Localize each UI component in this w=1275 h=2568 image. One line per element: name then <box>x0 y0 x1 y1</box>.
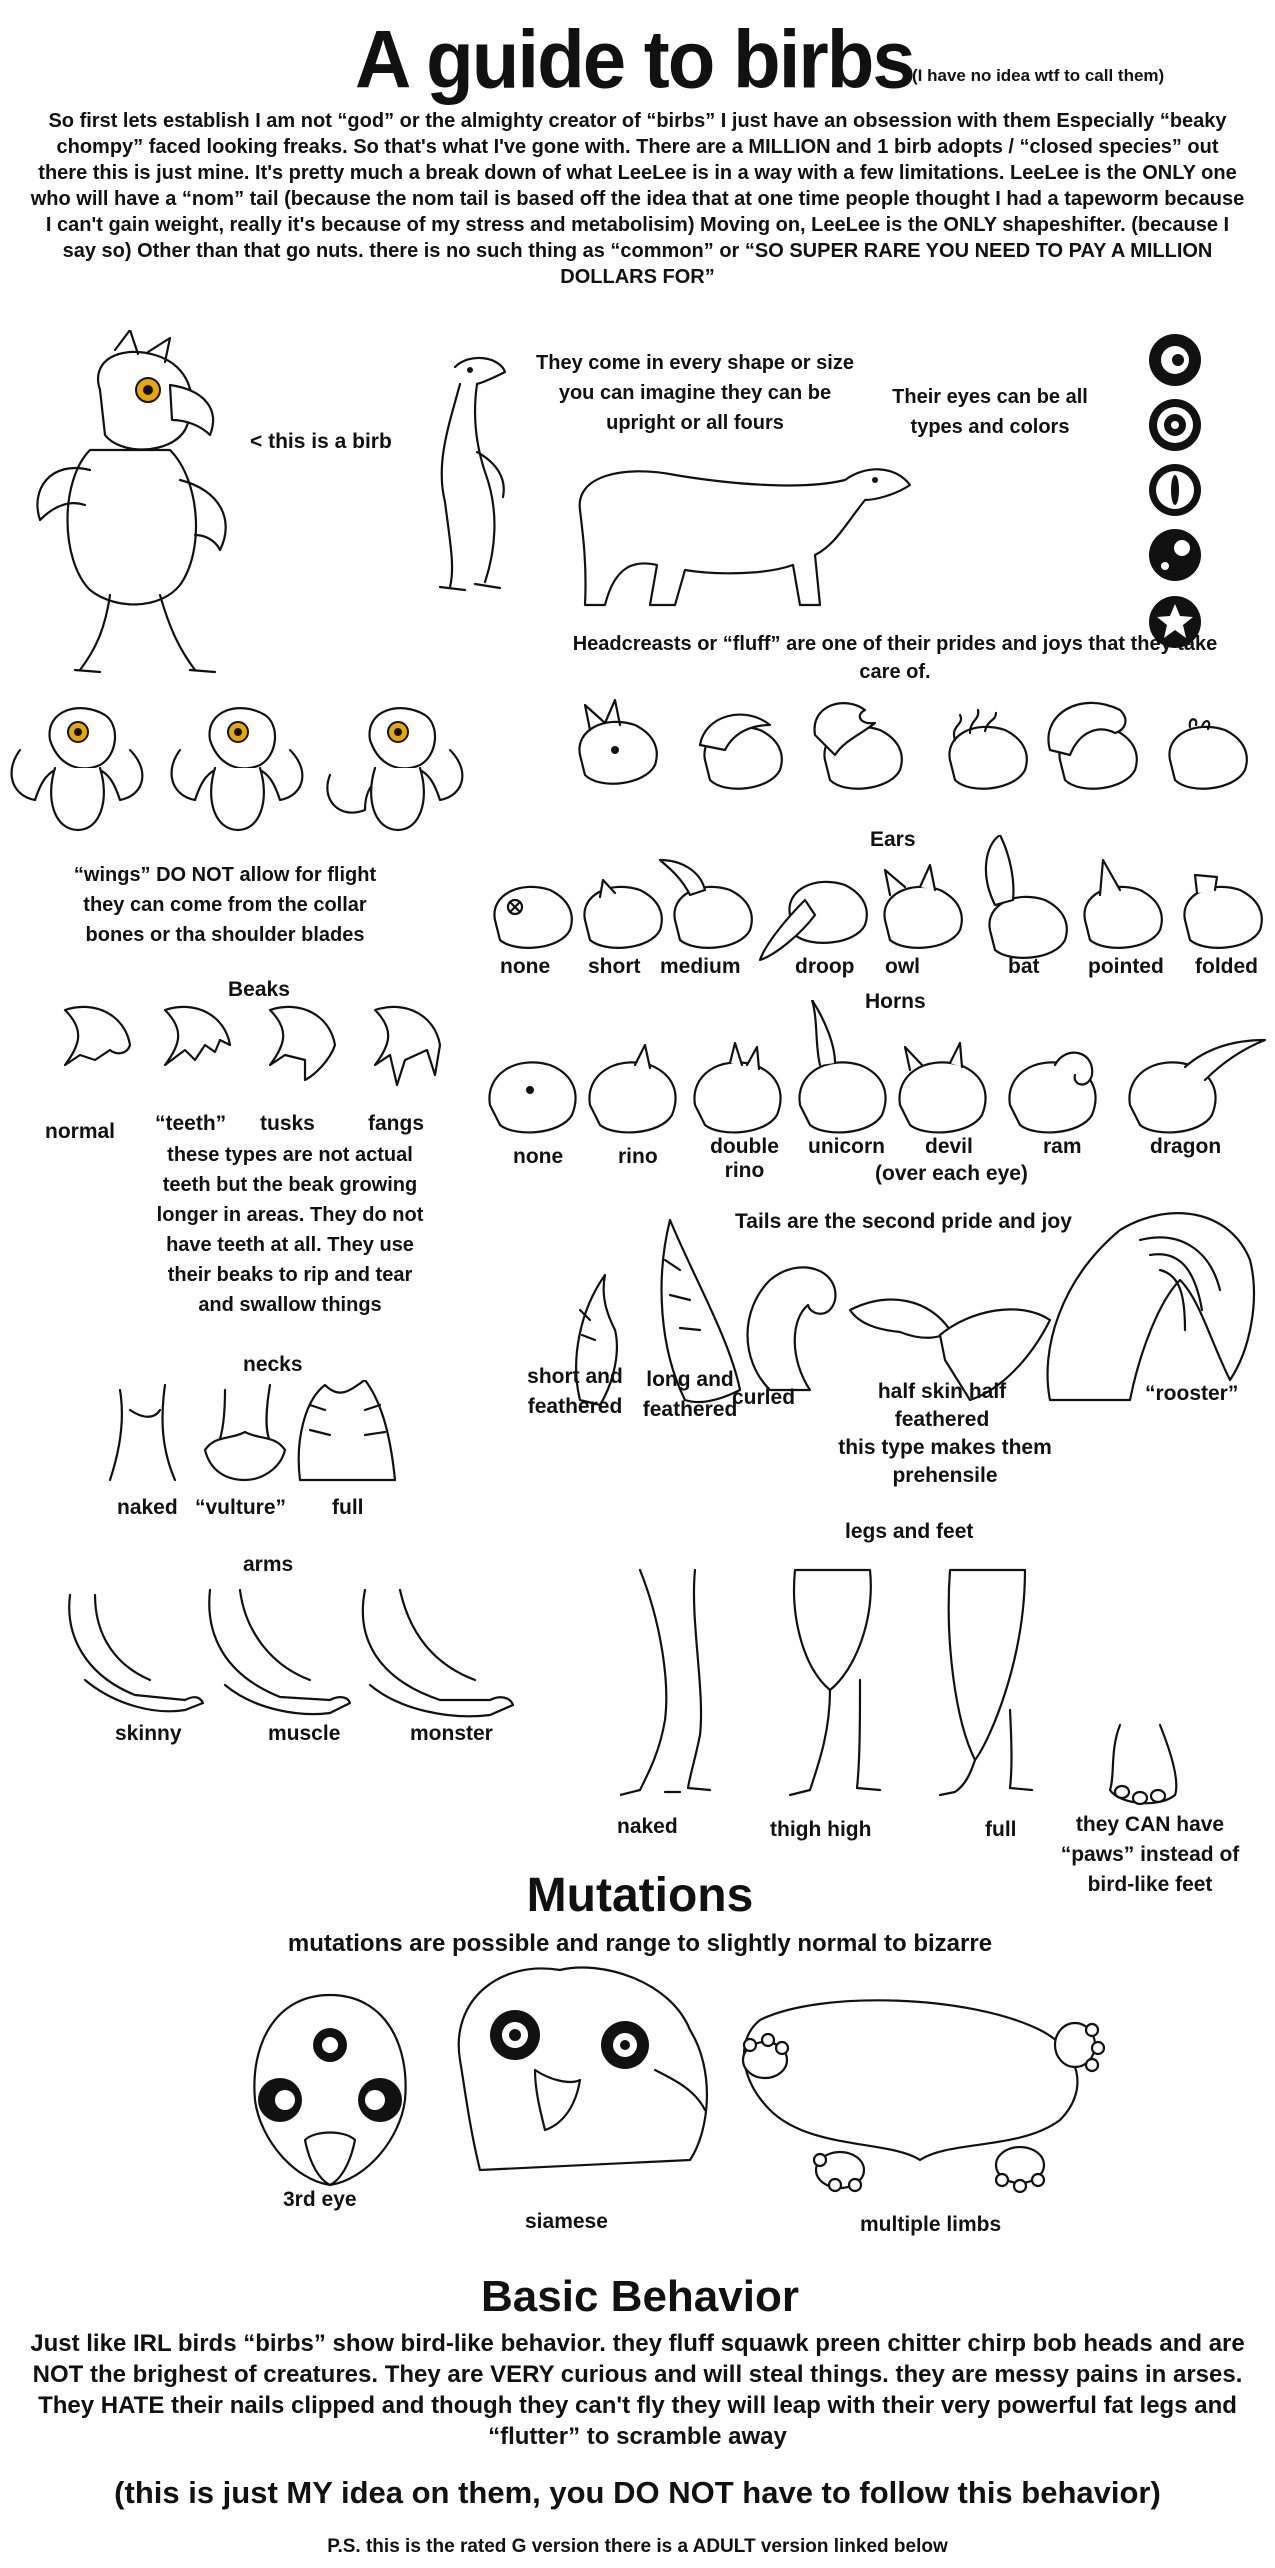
neck-icon <box>110 1385 175 1480</box>
paw-icon <box>1100 1720 1190 1810</box>
arms-row <box>55 1585 535 1725</box>
ear-label-owl: owl <box>885 955 920 978</box>
ears-row <box>485 835 1275 965</box>
beak-icon <box>65 1007 130 1065</box>
beak-label-teeth: “teeth” <box>155 1112 227 1135</box>
ear-label-short: short <box>588 955 641 978</box>
horn-label-double-rino: double rino <box>710 1135 779 1183</box>
headcrest-icon <box>949 710 1026 789</box>
leg-icon <box>940 1570 1032 1795</box>
horn-label-rino: rino <box>618 1145 658 1168</box>
leg-icon <box>790 1570 880 1795</box>
mutations-heading: Mutations <box>526 1869 754 1922</box>
horn-icon <box>589 1045 675 1132</box>
horn-label-unicorn: unicorn <box>808 1135 885 1158</box>
tail-prehensile-note: this type makes them prehensile <box>838 1436 1052 1487</box>
wing-birbs-icon <box>0 680 480 840</box>
mutation-label-siamese: siamese <box>525 2210 608 2233</box>
neck-label-full: full <box>332 1496 364 1519</box>
ear-icon <box>1184 875 1261 948</box>
horn-icon <box>799 1000 885 1132</box>
ear-icon <box>660 860 752 948</box>
quadruped-birb-icon <box>565 455 915 615</box>
behavior-text: Just like IRL birds “birbs” show bird-like behavior. they fluff squawk preen chitter chirp bob heads and are NOT the brighest of creatures. They are VERY curious and will steal things. they are messy pains in arses. They HATE their nails clipped and though they can't fly they will leap with their very powerful fat legs and “flutter” to scramble away <box>30 2330 1245 2450</box>
footer-note: P.S. this is the rated G version there is a ADULT version linked below <box>327 2536 948 2557</box>
tails-heading: Tails are the second pride and joy <box>735 1210 1072 1233</box>
mutation-limbs-icon <box>720 1990 1120 2200</box>
arms-heading: arms <box>243 1553 294 1576</box>
tail-label-half: half skin half feathered <box>877 1380 1007 1431</box>
headcrest-icon <box>1169 719 1246 788</box>
ear-icon <box>986 835 1067 958</box>
birb-figure-icon <box>20 330 250 680</box>
leg-label-full: full <box>985 1818 1017 1841</box>
headcrest-icon <box>1048 703 1136 789</box>
neck-icon <box>299 1380 395 1480</box>
mutation-label-3rd-eye: 3rd eye <box>283 2188 357 2211</box>
headcrest-text: Headcreasts or “fluff” are one of their prides and joys that they take care of. <box>572 633 1218 683</box>
beaks-heading: Beaks <box>228 978 290 1001</box>
horns-heading: Horns <box>865 990 926 1013</box>
ear-icon <box>494 887 571 948</box>
headcrest-icon <box>815 703 902 789</box>
tail-label-short: short and feathered <box>527 1365 623 1418</box>
arm-label-skinny: skinny <box>115 1722 182 1745</box>
beak-icon <box>375 1007 440 1085</box>
neck-label-naked: naked <box>117 1496 178 1519</box>
arm-icon <box>69 1595 203 1711</box>
mutation-siamese-icon <box>440 1960 740 2190</box>
ear-icon <box>584 880 661 948</box>
horn-label-devil: devil <box>925 1135 973 1158</box>
arm-label-muscle: muscle <box>268 1722 341 1745</box>
slender-birb-icon <box>415 352 530 597</box>
wings-text: “wings” DO NOT allow for flight they can come from the collar bones or tha shoulder blades <box>73 864 377 946</box>
tail-icon <box>1048 1213 1254 1400</box>
tail-label-rooster: “rooster” <box>1145 1382 1239 1405</box>
mutation-label-multiple-limbs: multiple limbs <box>860 2213 1002 2236</box>
ear-label-droop: droop <box>795 955 855 978</box>
behavior-disclaimer: (this is just MY idea on them, you DO NOT have to follow this behavior) <box>114 2475 1161 2510</box>
headcrest-icon <box>700 715 782 789</box>
neck-icon <box>205 1385 285 1480</box>
tail-icon <box>748 1267 836 1390</box>
shapes-text: They come in every shape or size you can imagine they can be upright or all fours <box>536 352 854 434</box>
horn-icon <box>1129 1040 1265 1132</box>
beak-label-normal: normal <box>45 1120 116 1143</box>
arm-label-monster: monster <box>410 1722 493 1745</box>
horn-label-none: none <box>513 1145 564 1168</box>
ear-icon <box>760 882 867 960</box>
leg-icon <box>620 1570 710 1795</box>
intro-text: So first lets establish I am not “god” or the almighty creator of “birbs” I just have an obsession with them Especially “beaky chompy” faced looking freaks. So that's what I've gone with. There are a MILLION and 1 birb adopts / “closed species” out there this is just mine. It's pretty much a break down of what LeeLee is in a way with a few limitations. LeeLee is the ONLY one who will have a “nom” tail (because the nom tail is based off the idea that at one time people thought I had a tapeworm because I can't gain weight, really it's because of my stress and metabolisim) Moving on, LeeLee is the ONLY shapeshifter. (because I say so) Other than that go nuts. there is no such thing as “common” or “SO SUPER RARE YOU NEED TO PAY A MILLION DOLLARS FOR” <box>30 110 1245 288</box>
horn-devil-note: (over each eye) <box>875 1162 1028 1185</box>
eyes-text: Their eyes can be all types and colors <box>892 386 1088 438</box>
paws-note: they CAN have “paws” instead of bird-like feet <box>1060 1813 1240 1896</box>
legs-heading: legs and feet <box>845 1520 974 1543</box>
horn-icon <box>899 1043 985 1132</box>
ear-label-folded: folded <box>1195 955 1258 978</box>
title-note: (I have no idea wtf to call them) <box>912 66 1165 85</box>
eye-icon <box>1149 334 1201 386</box>
tail-label-curled: curled <box>732 1386 796 1409</box>
ear-label-none: none <box>500 955 551 978</box>
beak-label-fangs: fangs <box>368 1112 425 1135</box>
ear-label-pointed: pointed <box>1088 955 1164 978</box>
mutations-subheading: mutations are possible and range to slightly normal to bizarre <box>287 1930 993 1957</box>
beaks-note: these types are not actual teeth but the beak growing longer in areas. They do not have teeth at all. They use their beaks to rip and tear and swallow things <box>156 1144 424 1316</box>
eye-icon <box>1149 529 1201 581</box>
ear-icon <box>1084 860 1161 948</box>
ears-heading: Ears <box>870 828 916 851</box>
beak-label-tusks: tusks <box>260 1112 315 1135</box>
horn-label-ram: ram <box>1043 1135 1082 1158</box>
horn-label-dragon: dragon <box>1150 1135 1222 1158</box>
beak-icon <box>165 1007 230 1065</box>
headcrest-row <box>560 695 1260 815</box>
necks-heading: necks <box>243 1353 303 1376</box>
ear-label-medium: medium <box>660 955 741 978</box>
horn-icon <box>489 1062 575 1132</box>
page-title: A guide to birbs <box>355 12 914 106</box>
mutation-head-icon <box>245 1990 415 2190</box>
necks-row <box>100 1380 420 1490</box>
behavior-heading: Basic Behavior <box>481 2272 799 2321</box>
leg-label-thigh-high: thigh high <box>770 1818 872 1841</box>
arm-icon <box>209 1590 350 1714</box>
eye-column <box>1140 330 1210 660</box>
eye-icon <box>1149 464 1201 516</box>
this-is-a-birb-label: < this is a birb <box>250 430 392 453</box>
beak-icon <box>270 1007 335 1080</box>
headcrest-icon <box>579 700 656 784</box>
horn-icon <box>1009 1053 1095 1133</box>
beaks-row <box>55 1000 475 1110</box>
tail-label-long: long and feathered <box>642 1368 738 1421</box>
eye-icon <box>1149 399 1201 451</box>
horns-row <box>480 1000 1270 1150</box>
horn-icon <box>694 1043 780 1132</box>
neck-label-vulture: “vulture” <box>195 1496 287 1519</box>
ear-label-bat: bat <box>1008 955 1040 978</box>
leg-label-naked: naked <box>617 1815 678 1838</box>
legs-row <box>620 1560 1080 1810</box>
ear-icon <box>884 865 961 948</box>
arm-icon <box>363 1590 513 1716</box>
